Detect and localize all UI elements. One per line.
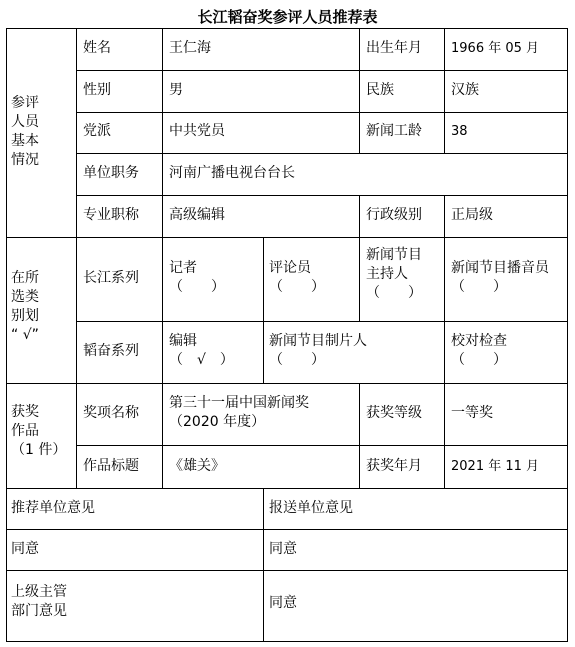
section-label-line: 作品 bbox=[11, 423, 39, 439]
superior-dept-opinion-value: 同意 bbox=[269, 595, 297, 611]
party-label: 党派 bbox=[83, 123, 111, 139]
option-producer[interactable] bbox=[269, 332, 367, 370]
option-label: 主持人 bbox=[366, 266, 408, 282]
nomination-form-table bbox=[6, 28, 568, 642]
award-year-label: 获奖年月 bbox=[366, 458, 422, 474]
form-title: 长江韬奋奖参评人员推荐表 bbox=[197, 8, 378, 26]
years-value: 38 bbox=[451, 124, 468, 139]
column-divider bbox=[359, 195, 360, 237]
column-divider bbox=[263, 570, 264, 641]
award-name-line: （2020 年度） bbox=[169, 414, 266, 430]
label-line: 部门意见 bbox=[11, 603, 67, 619]
section-label-line: 基本 bbox=[11, 133, 39, 149]
birth-value: 1966 年 05 月 bbox=[451, 41, 540, 56]
option-checkbox-checked[interactable]: （ √ ） bbox=[169, 352, 234, 368]
birth-label: 出生年月 bbox=[366, 40, 422, 56]
gender-value: 男 bbox=[169, 82, 183, 98]
section-label-line: 参评 bbox=[11, 95, 39, 111]
row-divider bbox=[76, 70, 568, 71]
ethnicity-label: 民族 bbox=[366, 82, 394, 98]
column-divider bbox=[162, 28, 163, 488]
option-checkbox[interactable]: （ ） bbox=[269, 279, 325, 295]
section-divider bbox=[6, 383, 568, 384]
award-level-value: 一等奖 bbox=[451, 405, 493, 421]
table-border-left bbox=[6, 28, 7, 642]
award-level-label: 获奖等级 bbox=[366, 405, 422, 421]
party-value: 中共党员 bbox=[169, 123, 225, 139]
admin-level-value: 正局级 bbox=[451, 207, 493, 223]
column-divider bbox=[444, 195, 445, 237]
option-proofreader[interactable] bbox=[451, 332, 507, 370]
option-label: 编辑 bbox=[169, 333, 197, 349]
option-label: 记者 bbox=[169, 260, 197, 276]
award-name-line: 第三十一届中国新闻奖 bbox=[169, 395, 309, 411]
option-label: 评论员 bbox=[269, 260, 311, 276]
unit-value: 河南广播电视台台长 bbox=[169, 165, 295, 181]
option-checkbox[interactable]: （ ） bbox=[169, 279, 225, 295]
option-label: 新闻节目制片人 bbox=[269, 333, 367, 349]
table-border-top bbox=[6, 28, 568, 29]
taofen-series-label: 韬奋系列 bbox=[83, 343, 139, 359]
row-divider bbox=[76, 321, 568, 322]
name-label: 姓名 bbox=[83, 40, 111, 56]
option-news-host[interactable] bbox=[366, 246, 422, 303]
option-editor[interactable] bbox=[169, 332, 234, 370]
column-divider bbox=[444, 383, 445, 488]
section-label-line: “ √” bbox=[11, 327, 39, 343]
row-divider bbox=[76, 153, 568, 154]
option-checkbox[interactable]: （ ） bbox=[366, 285, 422, 301]
section-label-line: 选类 bbox=[11, 289, 39, 305]
years-label: 新闻工龄 bbox=[366, 123, 422, 139]
basic-info-section-label bbox=[11, 94, 39, 170]
recommend-unit-opinion-value: 同意 bbox=[11, 541, 39, 557]
option-news-announcer[interactable] bbox=[451, 259, 549, 297]
column-divider bbox=[263, 237, 264, 383]
award-year-value: 2021 年 11 月 bbox=[451, 459, 540, 474]
recommend-unit-opinion-label: 推荐单位意见 bbox=[11, 500, 95, 516]
option-checkbox[interactable]: （ ） bbox=[269, 352, 325, 368]
section-label-line: 在所 bbox=[11, 270, 39, 286]
table-border-bottom bbox=[6, 641, 568, 642]
column-divider bbox=[76, 28, 77, 488]
option-label: 新闻节目 bbox=[366, 247, 422, 263]
column-divider bbox=[444, 28, 445, 153]
row-divider bbox=[76, 445, 568, 446]
column-divider bbox=[359, 28, 360, 153]
work-section-label bbox=[11, 403, 66, 460]
award-name-label: 奖项名称 bbox=[83, 405, 139, 421]
award-name-value bbox=[169, 394, 309, 432]
submit-unit-opinion-label: 报送单位意见 bbox=[269, 500, 353, 516]
section-label-line: 别划 bbox=[11, 308, 39, 324]
column-divider bbox=[444, 237, 445, 383]
option-label: 校对检查 bbox=[451, 333, 507, 349]
section-label-line: 情况 bbox=[11, 152, 39, 168]
option-commentator[interactable] bbox=[269, 259, 325, 297]
table-border-right bbox=[567, 28, 568, 642]
superior-dept-opinion-label bbox=[11, 583, 67, 621]
column-divider bbox=[263, 488, 264, 570]
admin-level-label: 行政级别 bbox=[366, 207, 422, 223]
row-divider bbox=[76, 112, 568, 113]
name-value: 王仁海 bbox=[169, 40, 211, 56]
work-title-label: 作品标题 bbox=[83, 458, 139, 474]
column-divider bbox=[359, 237, 360, 321]
section-divider bbox=[6, 488, 568, 489]
option-checkbox[interactable]: （ ） bbox=[451, 279, 507, 295]
section-label-line: 人员 bbox=[11, 114, 39, 130]
unit-label: 单位职务 bbox=[83, 165, 139, 181]
section-label-line: 获奖 bbox=[11, 404, 39, 420]
changjiang-series-label: 长江系列 bbox=[83, 270, 139, 286]
professional-title-label: 专业职称 bbox=[83, 207, 139, 223]
section-label-line: （1 件） bbox=[11, 442, 67, 458]
work-title-value: 《雄关》 bbox=[169, 458, 225, 474]
row-divider bbox=[6, 529, 568, 530]
label-line: 上级主管 bbox=[11, 584, 67, 600]
row-divider bbox=[76, 195, 568, 196]
option-reporter[interactable] bbox=[169, 259, 225, 297]
option-label: 新闻节目播音员 bbox=[451, 260, 549, 276]
option-checkbox[interactable]: （ ） bbox=[451, 352, 507, 368]
ethnicity-value: 汉族 bbox=[451, 82, 479, 98]
category-section-label bbox=[11, 269, 39, 345]
submit-unit-opinion-value: 同意 bbox=[269, 541, 297, 557]
section-divider bbox=[6, 237, 568, 238]
row-divider bbox=[6, 570, 568, 571]
column-divider bbox=[359, 383, 360, 488]
gender-label: 性别 bbox=[83, 82, 111, 98]
professional-title-value: 高级编辑 bbox=[169, 207, 225, 223]
